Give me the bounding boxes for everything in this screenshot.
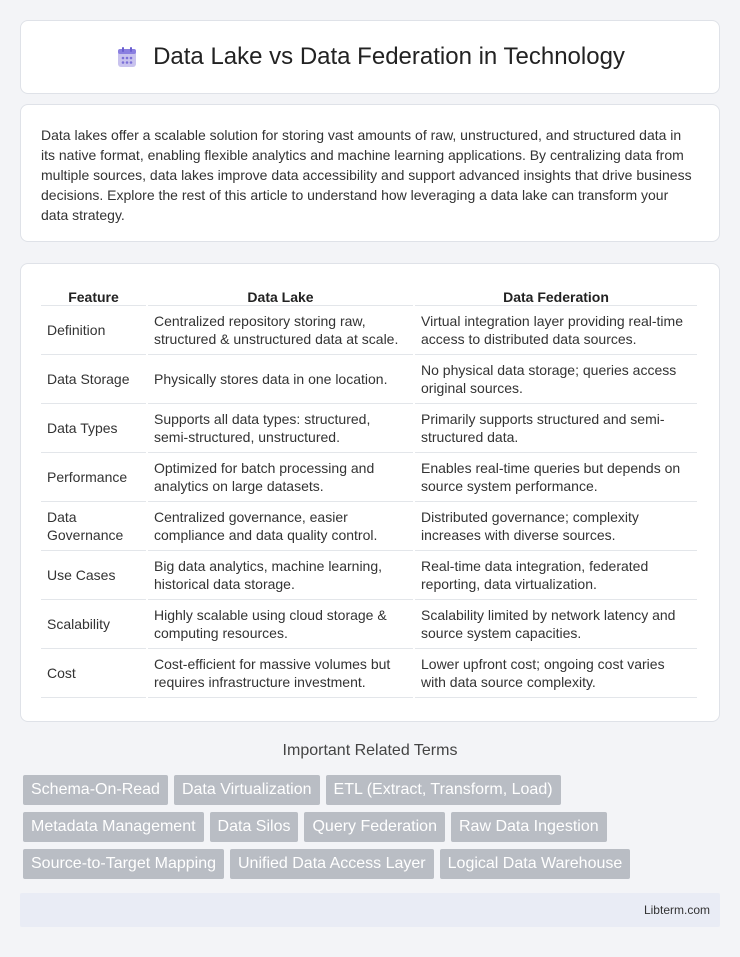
data-lake-cell: Highly scalable using cloud storage & computing resources. xyxy=(148,600,413,649)
header-data-lake: Data Lake xyxy=(148,284,413,306)
intro-text: Data lakes offer a scalable solution for storing vast amounts of raw, unstructured, and structured data in its native format, enabling flexible analytics and machine learning applications. By centralizing data from multiple sources, data lakes improve data accessibility and support advanced insights that drive business decisions. Explore the rest of this article to understand how leveraging a data lake can transform your data strategy. xyxy=(41,127,692,223)
data-lake-cell: Cost-efficient for massive volumes but requires infrastructure investment. xyxy=(148,649,413,698)
related-term-tag[interactable]: ETL (Extract, Transform, Load) xyxy=(326,775,561,805)
related-terms-title: Important Related Terms xyxy=(282,742,458,759)
data-lake-cell: Centralized repository storing raw, structured & unstructured data at scale. xyxy=(148,306,413,355)
table-row xyxy=(41,355,697,404)
data-federation-cell: Distributed governance; complexity increases with diverse sources. xyxy=(415,502,697,551)
data-lake-cell: Optimized for batch processing and analytics on large datasets. xyxy=(148,453,413,502)
data-federation-cell: Real-time data integration, federated reporting, data virtualization. xyxy=(415,551,697,600)
related-term-tag[interactable]: Data Virtualization xyxy=(174,775,320,805)
data-federation-cell: Scalability limited by network latency and source system capacities. xyxy=(415,600,697,649)
related-term-tag[interactable]: Source-to-Target Mapping xyxy=(23,849,224,879)
table-row xyxy=(41,649,697,698)
table-row xyxy=(41,551,697,600)
footer xyxy=(20,893,720,927)
table-row xyxy=(41,404,697,453)
document-icon xyxy=(115,45,139,69)
intro-card xyxy=(20,104,720,242)
related-term-tag[interactable]: Raw Data Ingestion xyxy=(451,812,607,842)
data-lake-cell: Physically stores data in one location. xyxy=(148,355,413,404)
data-lake-cell: Supports all data types: structured, semi-structured, unstructured. xyxy=(148,404,413,453)
feature-cell: Use Cases xyxy=(41,551,146,600)
data-federation-cell: Primarily supports structured and semi-structured data. xyxy=(415,404,697,453)
data-federation-cell: No physical data storage; queries access original sources. xyxy=(415,355,697,404)
related-term-tag[interactable]: Schema-On-Read xyxy=(23,775,168,805)
data-federation-cell: Enables real-time queries but depends on source system performance. xyxy=(415,453,697,502)
feature-cell: Data Storage xyxy=(41,355,146,404)
title-card xyxy=(20,20,720,94)
data-lake-cell: Big data analytics, machine learning, historical data storage. xyxy=(148,551,413,600)
table-row xyxy=(41,306,697,355)
data-federation-cell: Lower upfront cost; ongoing cost varies with data source complexity. xyxy=(415,649,697,698)
related-term-tag[interactable]: Data Silos xyxy=(210,812,299,842)
related-term-tag[interactable]: Unified Data Access Layer xyxy=(230,849,434,879)
table-row xyxy=(41,600,697,649)
feature-cell: Definition xyxy=(41,306,146,355)
data-federation-cell: Virtual integration layer providing real-time access to distributed data sources. xyxy=(415,306,697,355)
comparison-table xyxy=(39,284,699,698)
feature-cell: Data Types xyxy=(41,404,146,453)
data-lake-cell: Centralized governance, easier compliance and data quality control. xyxy=(148,502,413,551)
header-feature: Feature xyxy=(41,284,146,306)
feature-cell: Performance xyxy=(41,453,146,502)
related-terms-list xyxy=(23,775,723,879)
page-title: Data Lake vs Data Federation in Technology xyxy=(153,43,625,70)
table-row xyxy=(41,502,697,551)
feature-cell: Data Governance xyxy=(41,502,146,551)
related-term-tag[interactable]: Metadata Management xyxy=(23,812,204,842)
table-header-row xyxy=(41,284,697,306)
feature-cell: Cost xyxy=(41,649,146,698)
related-term-tag[interactable]: Logical Data Warehouse xyxy=(440,849,631,879)
related-term-tag[interactable]: Query Federation xyxy=(304,812,445,842)
table-row xyxy=(41,453,697,502)
feature-cell: Scalability xyxy=(41,600,146,649)
footer-brand-link[interactable]: Libterm.com xyxy=(643,903,710,917)
comparison-table-card xyxy=(20,263,720,722)
header-data-federation: Data Federation xyxy=(415,284,697,306)
